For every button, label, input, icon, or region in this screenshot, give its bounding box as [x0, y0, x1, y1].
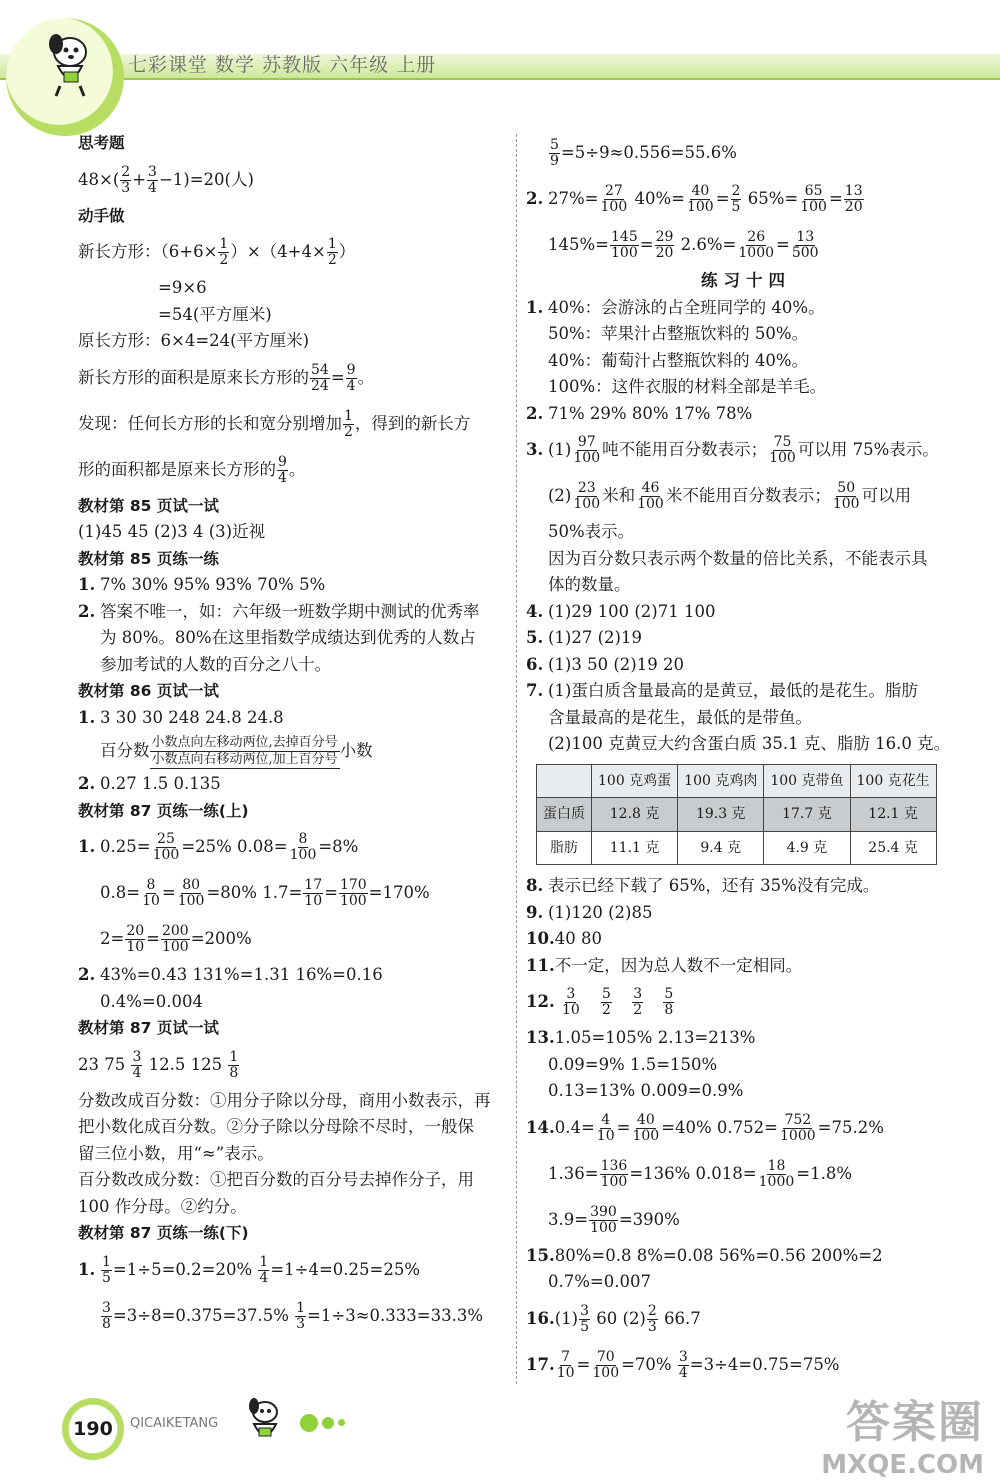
fraction: $\frac{26}{1000}$ — [738, 229, 775, 261]
p87b-line-1: 1. $\frac{1}{5}$ =1÷5=0.2=20% $\frac{1}{4}$ =1÷4=0.25=25% — [78, 1253, 421, 1286]
mascot-icon — [40, 30, 100, 100]
fraction: $\frac{8}{100}$ — [289, 831, 317, 863]
ds-line-1: 新长方形：（6+6× $\frac{1}{2}$ ）×（4+4× $\frac{1}{2}$ ） — [78, 236, 356, 268]
r-line-2: 145%= $\frac{145}{100}$ = $\frac{29}{20}$ 2.6%= $\frac{26}{1000}$ = $\frac{13}{500}$ — [548, 229, 819, 261]
e14-c: 3.9= $\frac{390}{100}$ =390% — [548, 1203, 680, 1236]
heading-dongshou: 动手做 — [78, 206, 125, 225]
fraction: $\frac{2}{3}$ — [121, 163, 131, 196]
table-cell: 100 克带鱼 — [764, 764, 850, 798]
e16: 16.(1) $\frac{3}{5}$ 60 (2) $\frac{2}{3}$ 66.7 — [526, 1302, 701, 1335]
fraction: $\frac{5}{8}$ — [664, 986, 674, 1018]
p85-practice-2: 2. 答案不唯一，如：六年级一班数学期中测试的优秀率 — [78, 601, 480, 621]
table-cell: 蛋白质 — [537, 798, 592, 832]
left-column — [78, 130, 508, 1339]
table-cell: 100 克鸡蛋 — [592, 764, 678, 798]
watermark-logo: 答案圈 — [846, 1397, 984, 1448]
fraction: $\frac{23}{100}$ — [573, 480, 601, 512]
fraction: $\frac{3}{2}$ — [633, 986, 643, 1018]
table-cell: 19.3 克 — [678, 798, 764, 832]
e11: 11.不一定，因为总人数不一定相同。 — [526, 955, 803, 975]
p87-try-text-1: 分数改成百分数：①用分子除以分母，商用小数表示，再 — [78, 1090, 491, 1110]
e13-b: 0.09=9% 1.5=150% — [548, 1054, 718, 1074]
fraction: $\frac{1}{2}$ — [327, 236, 337, 268]
dot-icon — [300, 1414, 318, 1432]
table-cell: 12.8 克 — [592, 798, 678, 832]
e7-a: 7. (1)蛋白质含量最高的是黄豆，最低的是花生。脂肪 — [526, 681, 918, 700]
fraction: $\frac{1}{4}$ — [259, 1253, 269, 1286]
fraction: $\frac{3}{4}$ — [678, 1348, 688, 1381]
e14-a: 14.0.4= $\frac{4}{10}$ = $\frac{40}{100}$ =40% 0.752= $\frac{752}{1000}$ =75.2% — [526, 1111, 884, 1144]
fraction: $\frac{2}{5}$ — [731, 183, 741, 215]
e17: 17. $\frac{7}{10}$ = $\frac{70}{100}$ =70% $\frac{3}{4}$ =3÷4=0.75=75% — [526, 1348, 840, 1381]
fraction: $\frac{17}{10}$ — [304, 877, 323, 909]
table-cell — [537, 764, 592, 798]
table-cell: 11.1 克 — [592, 831, 678, 865]
e7-b: 含量最高的是花生，最低的是带鱼。 — [548, 707, 812, 727]
fraction: $\frac{65}{100}$ — [800, 183, 827, 215]
fraction: $\frac{1}{2}$ — [219, 236, 229, 268]
faxian-line-2: 形的面积都是原来长方形的 $\frac{9}{4}$ 。 — [78, 453, 306, 486]
heading-p86-try: 教材第 86 页试一试 — [78, 682, 219, 700]
table-cell: 100 克花生 — [850, 764, 936, 798]
table-cell: 100 克鸡肉 — [678, 764, 764, 798]
fraction: $\frac{8}{10}$ — [142, 877, 160, 909]
dot-icon — [338, 1419, 345, 1426]
fraction: $\frac{3}{4}$ — [148, 163, 157, 196]
p87a-line-3: 2= $\frac{20}{10}$ = $\frac{200}{100}$ =200% — [100, 923, 252, 955]
heading-p85-try: 教材第 85 页试一试 — [78, 496, 219, 515]
fraction: $\frac{18}{1000}$ — [758, 1157, 795, 1190]
fraction: $\frac{3}{10}$ — [561, 986, 580, 1018]
table-cell: 17.7 克 — [764, 798, 850, 832]
p87-try-line-1: 23 75 $\frac{3}{4}$ 12.5 125 $\frac{1}{8}$ — [78, 1048, 239, 1081]
fraction: $\frac{80}{100}$ — [177, 877, 205, 909]
fraction: $\frac{3}{4}$ — [132, 1048, 142, 1081]
table-cell: 脂肪 — [537, 831, 592, 865]
heading-p87-practice-b: 教材第 87 页练一练(下) — [78, 1224, 249, 1242]
p87a-line-2: 0.8= $\frac{8}{10}$ = $\frac{80}{100}$ =80% 1.7= $\frac{17}{10}$ = $\frac{170}{100}$ =170% — [100, 877, 430, 909]
conversion-arrows: 小数点向左移动两位,去掉百分号 小数点向右移动两位,加上百分号 — [151, 734, 338, 767]
fraction: $\frac{40}{100}$ — [632, 1111, 660, 1144]
fraction: $\frac{4}{10}$ — [596, 1111, 615, 1144]
r-line-1: 2. 27%= $\frac{27}{100}$ 40%= $\frac{40}{100}$ = $\frac{2}{5}$ 65%= $\frac{65}{100}$ = $\frac{13}{20}$ — [526, 183, 863, 215]
watermark-url: MXQE.COM — [821, 1450, 984, 1480]
p85-practice-1: 1. 7% 30% 95% 93% 70% 5% — [78, 575, 326, 594]
dot-icon — [322, 1417, 334, 1429]
p85-practice-2b: 为 80%。80%在这里指数学成绩达到优秀的人数占 — [100, 628, 476, 647]
table-cell: 25.4 克 — [850, 831, 936, 865]
p87-try-text-2: 把小数化成百分数。②分子除以分母除不尽时，一般保 — [78, 1117, 474, 1136]
fraction: $\frac{136}{100}$ — [600, 1157, 628, 1190]
heading-p87-try: 教材第 87 页试一试 — [78, 1019, 219, 1037]
e6: 6. (1)3 50 (2)19 20 — [526, 654, 684, 674]
heading-exercise-14: 练习十四 — [701, 271, 791, 290]
fraction: $\frac{54}{24}$ — [311, 361, 329, 394]
e1-d: 100%：这件衣服的材料全部是羊毛。 — [548, 377, 827, 396]
footer-mascot-icon — [240, 1396, 290, 1452]
e3-d: 因为百分数只表示两个数量的倍比关系，不能表示具 — [548, 548, 928, 568]
e13-a: 13.1.05=105% 2.13=213% — [526, 1028, 756, 1047]
p87-try-text-4: 百分数改成分数：①把百分数的百分号去掉作分子，用 — [78, 1170, 474, 1189]
ds-line-4: 原长方形：6×4=24(平方厘米) — [78, 331, 310, 350]
p87a-line-4: 2. 43%=0.43 131%=1.31 16%=0.16 — [78, 965, 383, 984]
e4: 4. (1)29 100 (2)71 100 — [526, 601, 716, 621]
ds-line-3: =54(平方厘米) — [158, 304, 272, 324]
e5: 5. (1)27 (2)19 — [526, 628, 642, 647]
e3-b: (2) $\frac{23}{100}$ 米和 $\frac{46}{100}$ 米不能用百分数表示； $\frac{50}{100}$ 可以用 — [548, 480, 912, 512]
p86-try-2: 2. 0.27 1.5 0.135 — [78, 774, 221, 793]
e14-b: 1.36= $\frac{136}{100}$ =136% 0.018= $\frac{18}{1000}$ =1.8% — [548, 1157, 853, 1190]
fraction: $\frac{1}{8}$ — [229, 1048, 239, 1081]
table-header-row — [537, 764, 937, 798]
p86-try-1: 1. 3 30 30 248 24.8 24.8 — [78, 707, 284, 727]
p85-try-answer: (1)45 45 (2)3 4 (3)近视 — [78, 522, 266, 541]
table-cell: 4.9 克 — [764, 831, 850, 865]
fraction: $\frac{390}{100}$ — [590, 1203, 617, 1236]
table-cell: 12.1 克 — [850, 798, 936, 832]
p87a-line-1: 1. 0.25= $\frac{25}{100}$ =25% 0.08= $\frac{8}{100}$ =8% — [78, 831, 359, 863]
e1-b: 50%：苹果汁占整瓶饮料的 50%。 — [548, 324, 809, 343]
e13-c: 0.13=13% 0.009=0.9% — [548, 1081, 744, 1100]
fraction: $\frac{1}{3}$ — [296, 1299, 306, 1332]
fraction: $\frac{1}{5}$ — [102, 1253, 111, 1286]
e10: 10.40 80 — [526, 929, 602, 948]
e15-a: 15.80%=0.8 8%=0.08 56%=0.56 200%=2 — [526, 1245, 883, 1265]
fraction: $\frac{70}{100}$ — [592, 1348, 620, 1381]
fraction: $\frac{170}{100}$ — [339, 877, 367, 909]
e2: 2. 71% 29% 80% 17% 78% — [526, 403, 753, 423]
heading-p85-practice: 教材第 85 页练一练 — [78, 549, 219, 568]
fraction: $\frac{9}{4}$ — [346, 361, 356, 394]
fraction: $\frac{752}{1000}$ — [780, 1111, 816, 1144]
r-line-0: $\frac{5}{9}$ =5÷9≈0.556=55.6% — [550, 137, 737, 169]
page-number: 190 — [73, 1418, 113, 1440]
p87b-line-2: $\frac{3}{8}$ =3÷8=0.375=37.5% $\frac{1}{3}$ =1÷3≈0.333=33.3% — [102, 1299, 483, 1332]
e3-c: 50%表示。 — [548, 522, 635, 541]
table-row — [537, 798, 937, 832]
fraction: $\frac{5}{2}$ — [602, 986, 611, 1018]
e15-b: 0.7%=0.007 — [548, 1272, 651, 1291]
faxian-line-1: 发现：任何长方形的长和宽分别增加 $\frac{1}{2}$ ，得到的新长方 — [78, 407, 471, 440]
e1-c: 40%：葡萄汁占整瓶饮料的 40%。 — [548, 350, 809, 370]
table-row — [537, 831, 937, 865]
ds-line-2: =9×6 — [158, 278, 207, 297]
fraction: $\frac{20}{10}$ — [126, 923, 145, 955]
fraction: $\frac{13}{20}$ — [844, 183, 863, 215]
heading-sikao: 思考题 — [78, 134, 125, 152]
p87-try-text-5: 100 作分母。②约分。 — [78, 1196, 247, 1216]
sikao-equation: 48×( $\frac{2}{3}$ + $\frac{3}{4}$ −1)=20(人) — [78, 163, 254, 196]
p87-try-text-3: 留三位小数，用“≈”表示。 — [78, 1143, 274, 1163]
e3-a: 3. (1) $\frac{97}{100}$ 吨不能用百分数表示； $\frac{75}{100}$ 可以用 75%表示。 — [526, 434, 939, 466]
footer-brand: QICAIKETANG — [130, 1416, 219, 1431]
fraction: $\frac{3}{8}$ — [102, 1299, 111, 1332]
fraction: $\frac{29}{20}$ — [655, 229, 674, 261]
fraction: $\frac{3}{5}$ — [580, 1302, 590, 1335]
e1-a: 1. 40%：会游泳的占全班同学的 40%。 — [526, 297, 825, 317]
fraction: $\frac{50}{100}$ — [832, 480, 860, 512]
fraction: $\frac{1}{2}$ — [344, 407, 353, 440]
e12: 12. $\frac{3}{10}$ $\frac{5}{2}$ $\frac{3}{2}$ $\frac{5}{8}$ — [526, 986, 674, 1018]
fraction: $\frac{13}{500}$ — [791, 229, 819, 261]
header-title: 七彩课堂 数学 苏教版 六年级 上册 — [128, 54, 437, 76]
fraction: $\frac{5}{9}$ — [550, 137, 559, 169]
fraction: $\frac{27}{100}$ — [600, 183, 628, 215]
fraction: $\frac{2}{3}$ — [647, 1302, 657, 1335]
footer-dots — [300, 1412, 349, 1432]
p85-practice-2c: 参加考试的人数的百分之八十。 — [100, 654, 331, 674]
heading-p87-practice-a: 教材第 87 页练一练(上) — [78, 801, 249, 820]
fraction: $\frac{9}{4}$ — [278, 453, 287, 486]
ds-line-5: 新长方形的面积是原来长方形的 $\frac{54}{24}$ = $\frac{9}{4}$ 。 — [78, 361, 375, 394]
fraction: $\frac{75}{100}$ — [769, 434, 796, 466]
table-cell: 9.4 克 — [678, 831, 764, 865]
fraction: $\frac{7}{10}$ — [556, 1348, 575, 1381]
fraction: $\frac{25}{100}$ — [152, 831, 180, 863]
e3-e: 体的数量。 — [548, 575, 631, 594]
fraction: $\frac{46}{100}$ — [637, 480, 664, 512]
fraction: $\frac{40}{100}$ — [686, 183, 714, 215]
column-divider — [516, 134, 517, 1384]
fraction: $\frac{97}{100}$ — [573, 434, 601, 466]
right-column — [526, 130, 966, 1388]
fraction: $\frac{145}{100}$ — [611, 229, 638, 261]
e9: 9. (1)120 (2)85 — [526, 902, 653, 922]
p86-conversion-diagram: 百分数 小数点向左移动两位,去掉百分号 小数点向右移动两位,加上百分号 小数 — [100, 734, 373, 767]
e7-c: (2)100 克黄豆大约含蛋白质 35.1 克、脂肪 16.0 克。 — [548, 734, 951, 753]
nutrition-table — [536, 764, 937, 866]
e8: 8. 表示已经下载了 65%，还有 35%没有完成。 — [526, 876, 880, 895]
fraction: $\frac{200}{100}$ — [161, 923, 189, 955]
p87a-line-5: 0.4%=0.004 — [100, 991, 203, 1011]
